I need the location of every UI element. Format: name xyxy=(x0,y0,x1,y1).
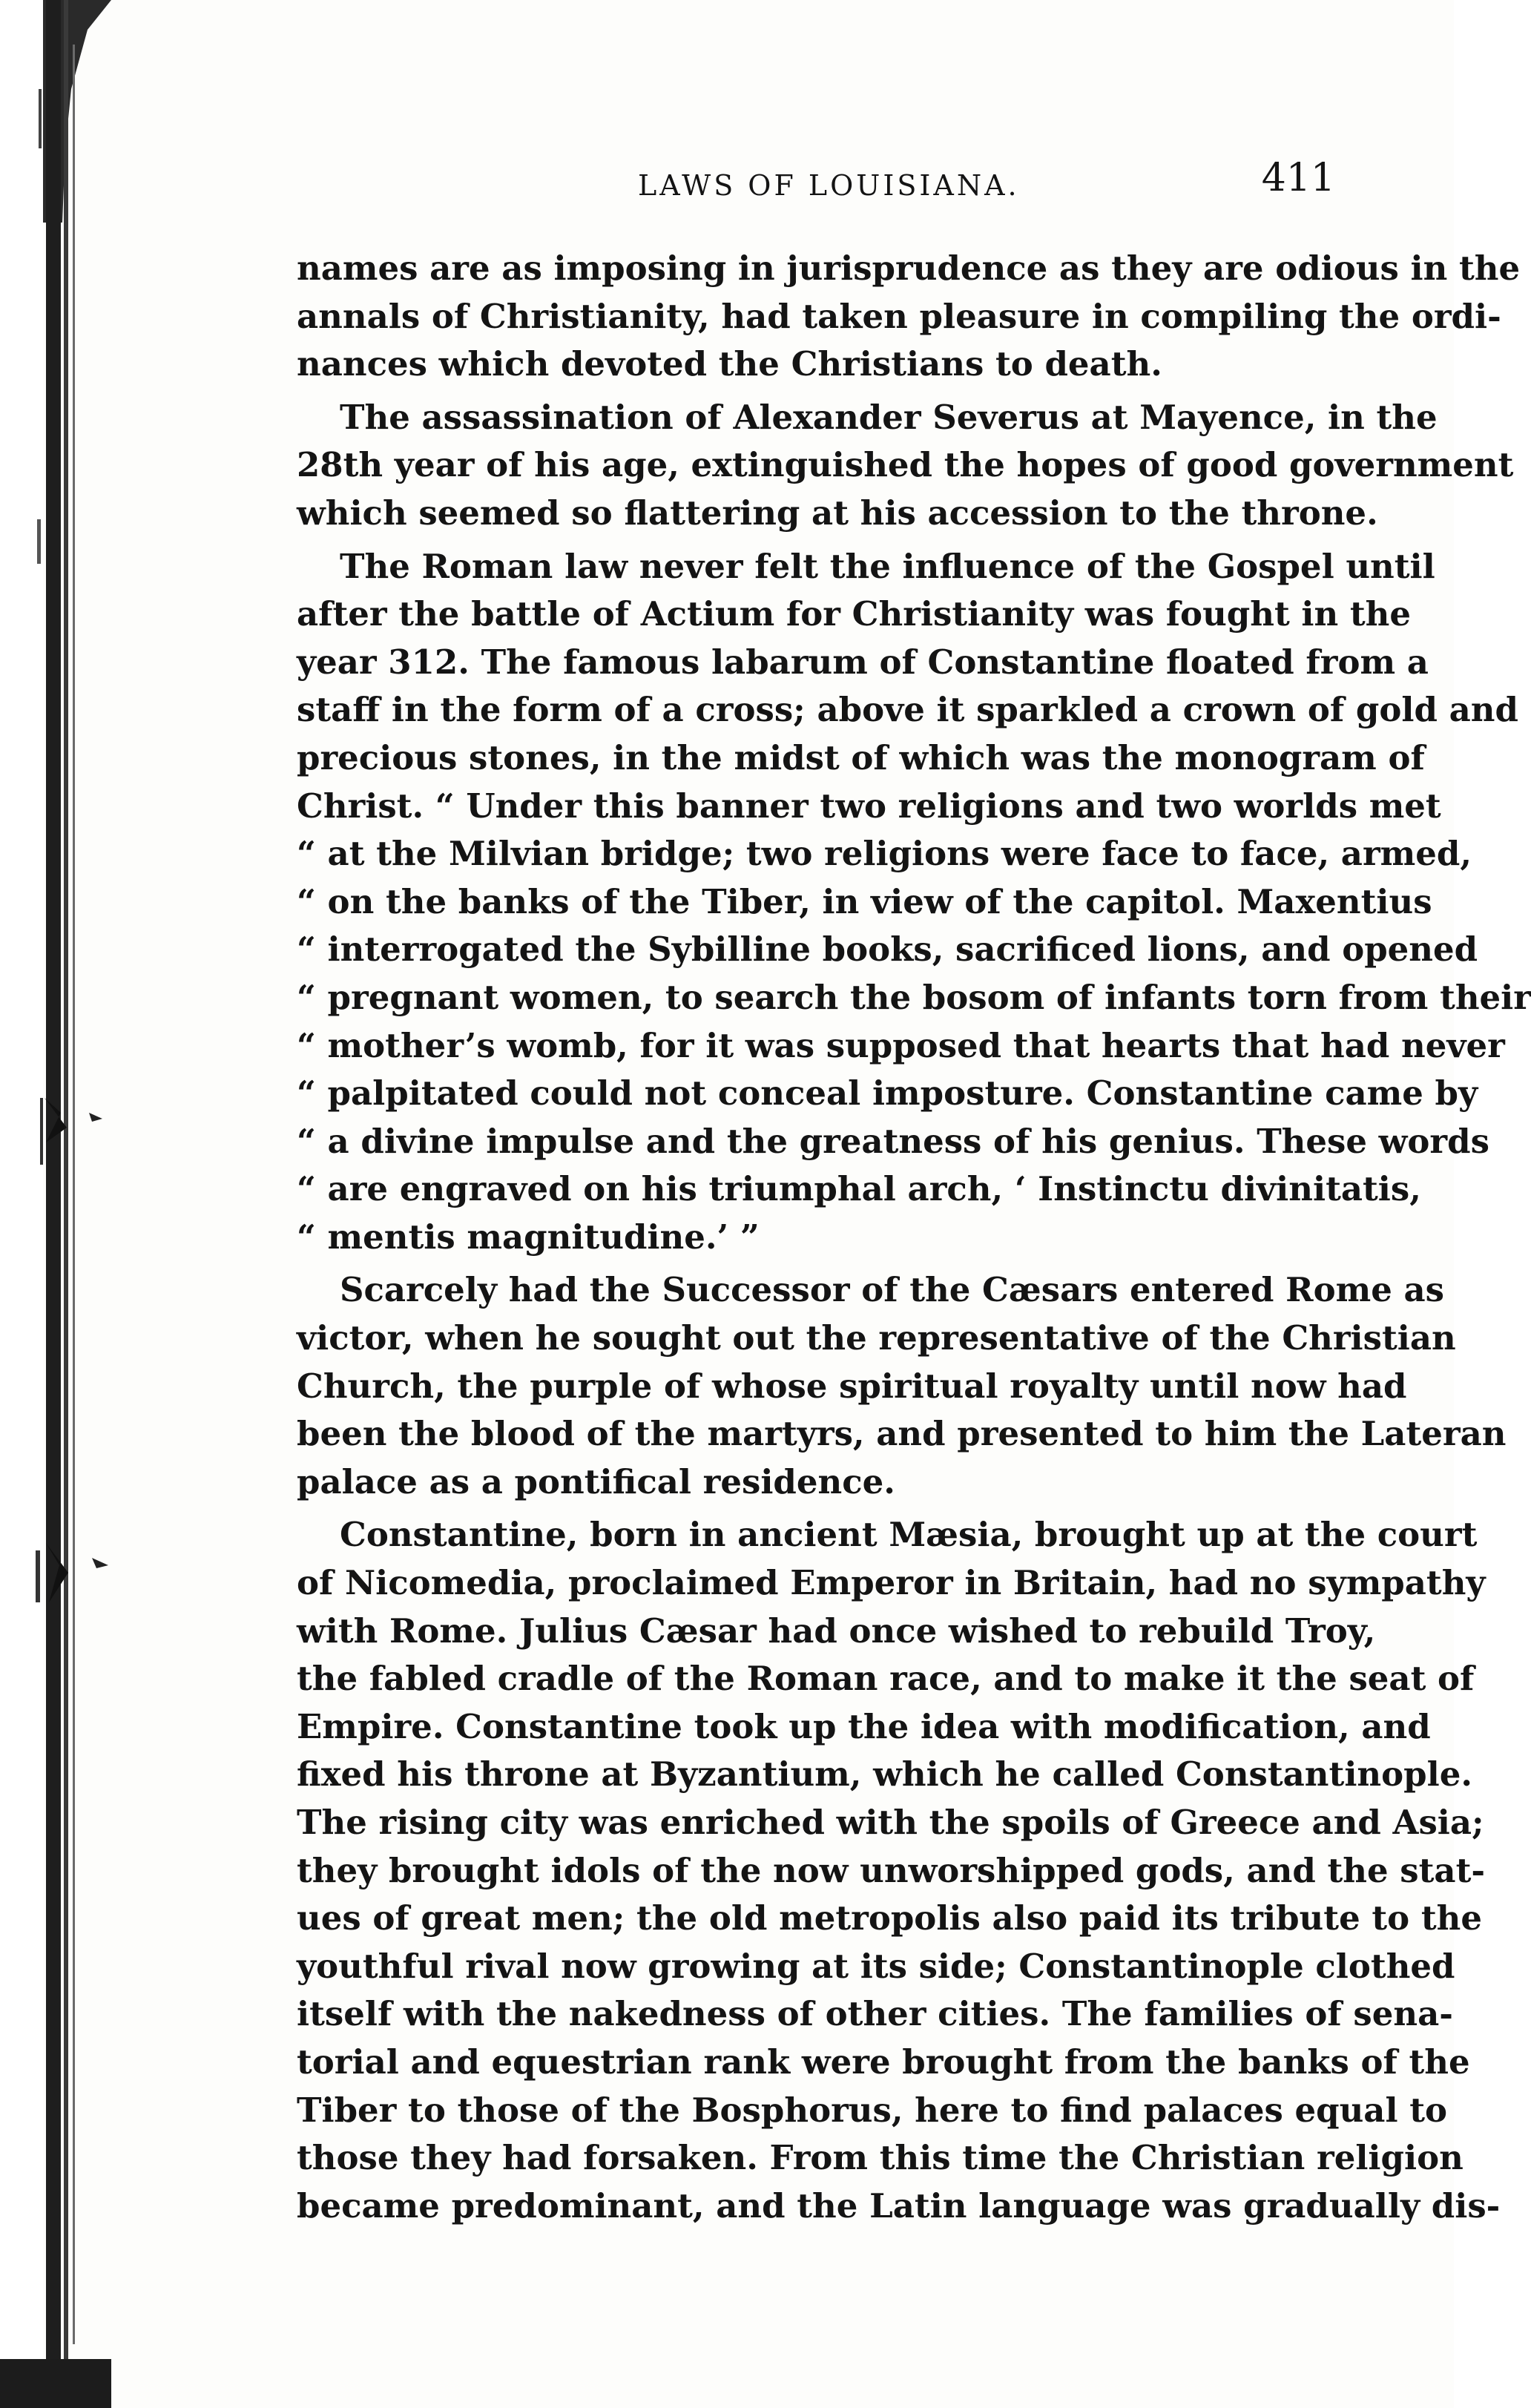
text-line: names are as imposing in jurisprudence as they are odious in the xyxy=(297,249,1521,288)
paragraph-1 xyxy=(297,245,1521,389)
text-line: itself with the nakedness of other cities. The families of sena- xyxy=(297,1994,1453,2034)
text-line: The assassination of Alexander Severus at Mayence, in the xyxy=(340,397,1438,437)
text-line: Scarcely had the Successor of the Cæsars entered Rome as xyxy=(340,1270,1444,1310)
running-head: LAWS OF LOUISIANA. xyxy=(638,169,1020,202)
text-line: “ at the Milvian bridge; two religions were face to face, armed, xyxy=(297,834,1472,874)
text-line: nances which devoted the Christians to death. xyxy=(297,344,1162,384)
text-line: became predominant, and the Latin language was gradually dis- xyxy=(297,2185,1501,2226)
binding-edge-shadow xyxy=(0,0,111,2408)
text-line: victor, when he sought out the representative of the Christian xyxy=(297,1318,1456,1358)
text-line: after the battle of Actium for Christianity was fought in the xyxy=(297,594,1412,634)
text-line: year 312. The famous labarum of Constantine floated from a xyxy=(297,642,1429,682)
paragraph-4 xyxy=(297,1266,1507,1506)
text-line: “ a divine impulse and the greatness of his genius. These words xyxy=(297,1121,1489,1161)
text-line: palace as a pontifical residence. xyxy=(297,1461,895,1501)
text-line: 28th year of his age, extinguished the hopes of good government xyxy=(297,445,1514,485)
text-line: they brought idols of the now unworshipped gods, and the stat- xyxy=(297,1850,1486,1890)
text-line: annals of Christianity, had taken pleasure in compiling the ordi- xyxy=(297,296,1501,336)
text-line: Constantine, born in ancient Mæsia, brought up at the court xyxy=(340,1515,1478,1555)
text-line: fixed his throne at Byzantium, which he called Constantinople. xyxy=(297,1754,1472,1795)
page-number: 411 xyxy=(1261,156,1335,200)
text-line: “ are engraved on his triumphal arch, ‘ Instinctu divinitatis, xyxy=(297,1169,1421,1209)
text-line: Tiber to those of the Bosphorus, here to find palaces equal to xyxy=(297,2090,1448,2130)
text-line: “ pregnant women, to search the bosom of infants torn from their xyxy=(297,977,1531,1017)
text-line: Christ. “ Under this banner two religions and two worlds met xyxy=(297,786,1441,826)
text-line: “ on the banks of the Tiber, in view of the capitol. Maxentius xyxy=(297,881,1432,921)
page-header xyxy=(297,156,1350,215)
text-line: torial and equestrian rank were brought from the banks of the xyxy=(297,2042,1470,2082)
text-line: “ mother’s womb, for it was supposed that hearts that had never xyxy=(297,1025,1505,1065)
text-line: staff in the form of a cross; above it sparkled a crown of gold and xyxy=(297,690,1518,730)
text-line: of Nicomedia, proclaimed Emperor in Britain, had no sympathy xyxy=(297,1563,1486,1603)
body-text xyxy=(297,245,1531,2230)
text-line: those they had forsaken. From this time the Christian religion xyxy=(297,2138,1463,2178)
text-line: which seemed so flattering at his accession to the throne. xyxy=(297,493,1378,533)
paragraph-5 xyxy=(297,1511,1501,2230)
text-line: Empire. Constantine took up the idea with modification, and xyxy=(297,1706,1431,1746)
text-line: Church, the purple of whose spiritual royalty until now had xyxy=(297,1366,1407,1406)
text-line: been the blood of the martyrs, and presented to him the Lateran xyxy=(297,1414,1507,1454)
text-line: The Roman law never felt the influence of the Gospel until xyxy=(340,546,1435,586)
text-line: “ interrogated the Sybilline books, sacrificed lions, and opened xyxy=(297,930,1478,970)
paragraph-3 xyxy=(297,543,1531,1262)
text-line: with Rome. Julius Cæsar had once wished to rebuild Troy, xyxy=(297,1611,1376,1651)
text-line: precious stones, in the midst of which was the monogram of xyxy=(297,737,1425,777)
text-line: “ mentis magnitudine.’ ” xyxy=(297,1217,760,1257)
text-line: The rising city was enriched with the spoils of Greece and Asia; xyxy=(297,1803,1484,1842)
text-line: youthful rival now growing at its side; Constantinople clothed xyxy=(297,1946,1455,1986)
text-line: the fabled cradle of the Roman race, and to make it the seat of xyxy=(297,1659,1475,1699)
text-line: “ palpitated could not conceal imposture. Constantine came by xyxy=(297,1073,1478,1113)
text-line: ues of great men; the old metropolis also paid its tribute to the xyxy=(297,1898,1482,1938)
paragraph-2 xyxy=(297,394,1514,538)
